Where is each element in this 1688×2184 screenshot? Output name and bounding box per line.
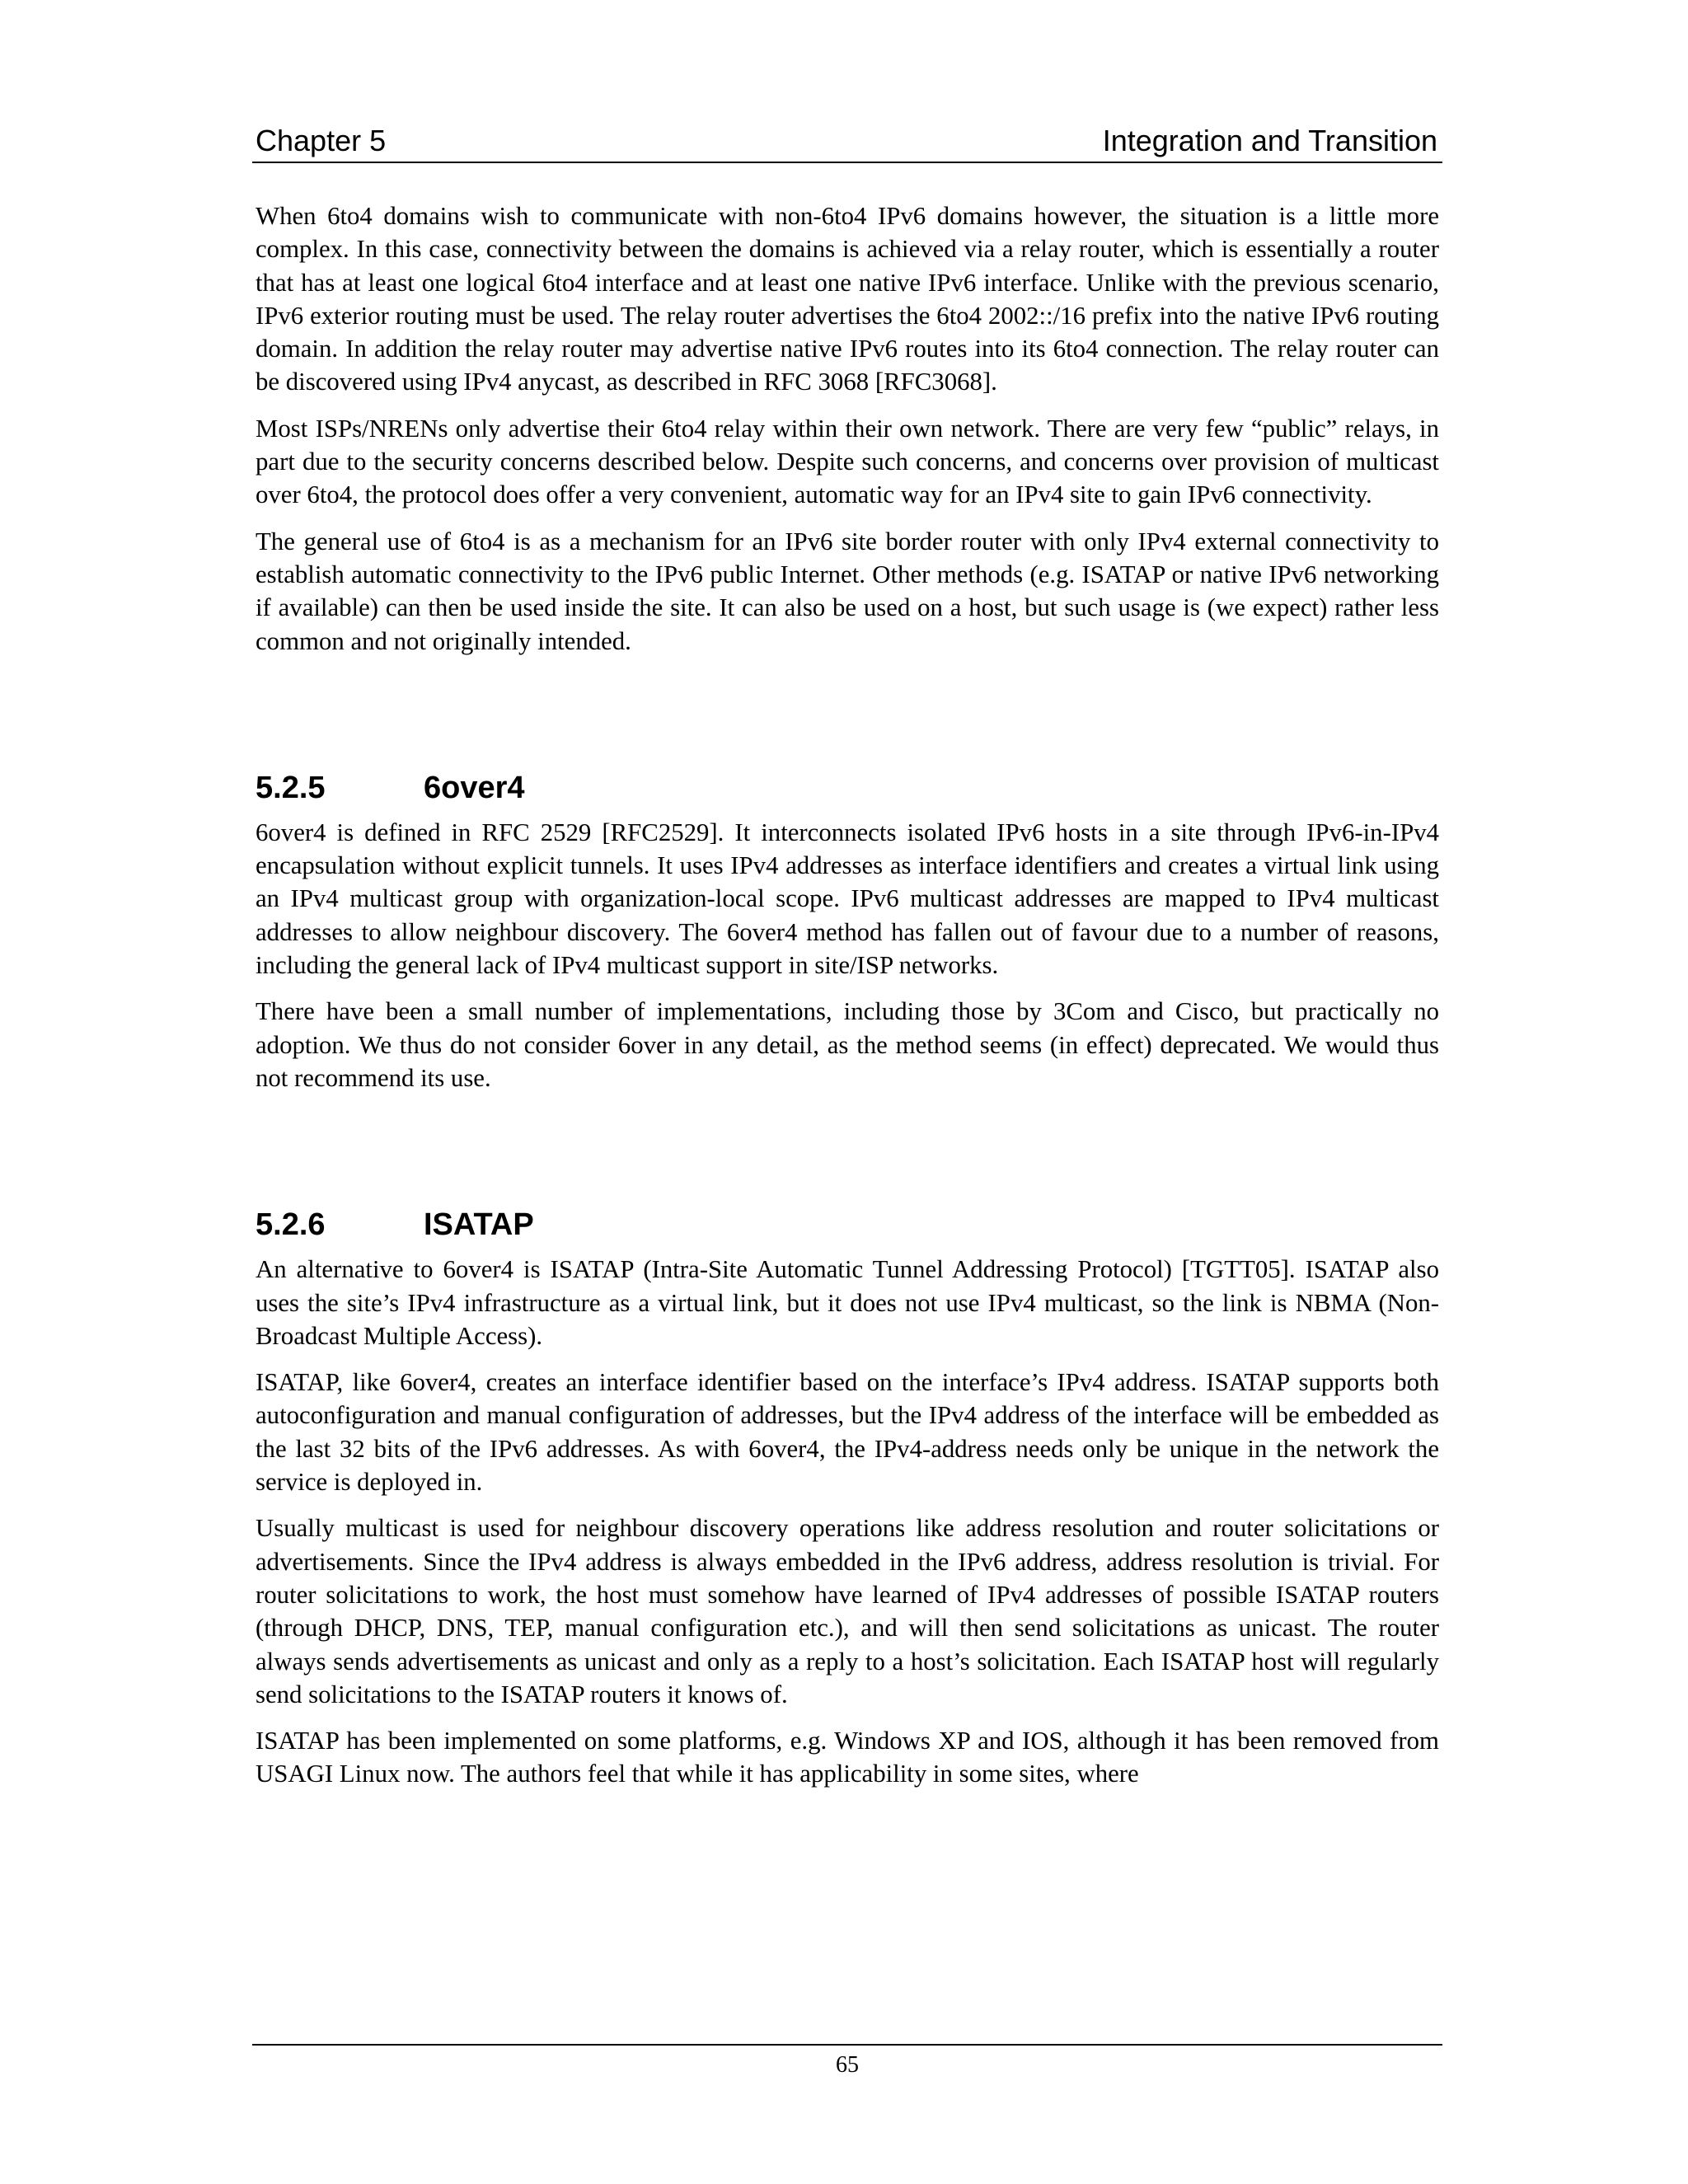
section-heading-6over4 bbox=[256, 770, 1439, 806]
paragraph: ISATAP, like 6over4, creates an interface identifier based on the interface’s IPv4 address. ISATAP supports both autoconfiguration and manual configuration of addresses, but the IPv4 address of the interface will be embedded as the last 32 bits of the IPv6 addresses. As with 6over4, the IPv4-address needs only be unique in the network the service is deployed in. bbox=[256, 1368, 1439, 1497]
paragraph: Usually multicast is used for neighbour discovery operations like address resolution and router solicitations or advertisements. Since the IPv4 address is always embedded in the IPv6 address, address resolution is trivial. For router solicitations to work, the host must somehow have learned of IPv4 addresses of possible ISATAP routers (through DHCP, DNS, TEP, manual configuration etc.), and will then send solicitations as unicast. The router always sends advertisements as unicast and only as a reply to a host’s solicitation. Each ISATAP host will regularly send solicitations to the ISATAP routers it knows of. bbox=[256, 1514, 1439, 1708]
section-title: 6over4 bbox=[424, 770, 525, 805]
paragraph: There have been a small number of implementations, including those by 3Com and Cisco, but practically no adoption. We thus do not consider 6over in any detail, as the method seems (in effect) deprecated. We would thus not recommend its use. bbox=[256, 997, 1439, 1092]
section-spacer bbox=[256, 1108, 1439, 1207]
section-number: 5.2.6 bbox=[256, 1207, 326, 1243]
chapter-title: Integration and Transition bbox=[1102, 124, 1437, 157]
running-footer bbox=[252, 2044, 1442, 2079]
page-number: 65 bbox=[836, 2052, 859, 2078]
paragraph: ISATAP has been implemented on some platforms, e.g. Windows XP and IOS, although it has been removed from USAGI Linux now. The authors feel that while it has applicability in some sites, where bbox=[256, 1727, 1439, 1788]
document-page bbox=[252, 0, 1442, 2184]
running-header bbox=[252, 120, 1442, 163]
paragraph: 6over4 is defined in RFC 2529 [RFC2529]. It interconnects isolated IPv6 hosts in a site through IPv6-in-IPv4 encapsulation without explicit tunnels. It uses IPv4 addresses as interface identifiers and creates a virtual link using an IPv4 multicast group with organization-local scope. IPv6 multicast addresses are mapped to IPv4 multicast addresses to allow neighbour discovery. The 6over4 method has fallen out of favour due to a number of reasons, including the general lack of IPv4 multicast support in site/ISP networks. bbox=[256, 818, 1439, 980]
chapter-label: Chapter 5 bbox=[256, 124, 387, 157]
section-title: ISATAP bbox=[424, 1207, 534, 1243]
section-spacer bbox=[256, 671, 1439, 770]
body-text bbox=[256, 199, 1439, 1804]
paragraph: An alternative to 6over4 is ISATAP (Intra-Site Automatic Tunnel Addressing Protocol) [TGTT05]. ISATAP also uses the site’s IPv4 infrastructure as a virtual link, but it does not use IPv4 multicast, so the link is NBMA (Non-Broadcast Multiple Access). bbox=[256, 1255, 1439, 1350]
section-number: 5.2.5 bbox=[256, 770, 326, 805]
paragraph: When 6to4 domains wish to communicate with non-6to4 IPv6 domains however, the situation is a little more complex. In this case, connectivity between the domains is achieved via a relay router, which is essentially a router that has at least one logical 6to4 interface and at least one native IPv6 interface. Unlike with the previous scenario, IPv6 exterior routing must be used. The relay router advertises the 6to4 2002::/16 prefix into the native IPv6 routing domain. In addition the relay router may advertise native IPv6 routes into its 6to4 connection. The relay router can be discovered using IPv4 anycast, as described in RFC 3068 [RFC3068]. bbox=[256, 202, 1439, 396]
section-heading-isatap bbox=[256, 1207, 1439, 1243]
paragraph: The general use of 6to4 is as a mechanism for an IPv6 site border router with only IPv4 external connectivity to establish automatic connectivity to the IPv6 public Internet. Other methods (e.g. ISATAP or native IPv6 networking if available) can then be used inside the site. It can also be used on a host, but such usage is (we expect) rather less common and not originally intended. bbox=[256, 527, 1439, 655]
paragraph: Most ISPs/NRENs only advertise their 6to4 relay within their own network. There are very few “public” relays, in part due to the security concerns described below. Despite such concerns, and concerns over provision of multicast over 6to4, the protocol does offer a very convenient, automatic way for an IPv4 site to gain IPv6 connectivity. bbox=[256, 414, 1439, 509]
